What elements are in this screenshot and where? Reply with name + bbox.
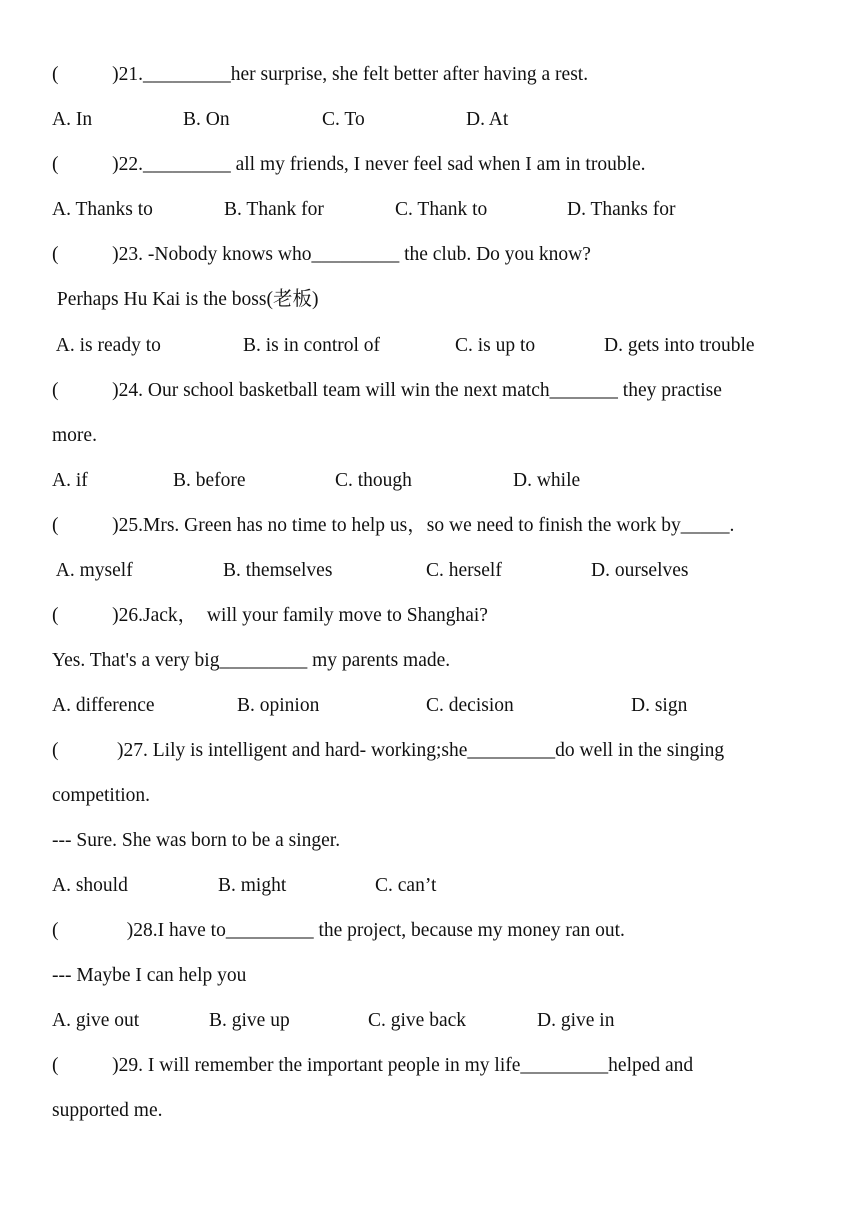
question-23-option-d: D. gets into trouble xyxy=(604,335,755,356)
question-24-option-a: A. if xyxy=(52,470,88,491)
question-21-option-a: A. In xyxy=(52,109,93,130)
question-22-stem: ( )22._________ all my friends, I never feel sad when I am in trouble. xyxy=(52,154,646,175)
question-21-stem: ( )21._________her surprise, she felt better after having a rest. xyxy=(52,64,589,85)
question-26-option-d: D. sign xyxy=(631,695,688,716)
question-27-option-b: B. might xyxy=(218,875,287,896)
question-22-option-a: A. Thanks to xyxy=(52,199,153,220)
question-23-option-c: C. is up to xyxy=(455,335,536,356)
question-23-option-a: A. is ready to xyxy=(52,335,161,356)
question-25-option-a: A. myself xyxy=(52,560,133,581)
question-25-option-d: D. ourselves xyxy=(591,560,689,581)
question-26-option-b: B. opinion xyxy=(237,695,320,716)
question-27-option-a: A. should xyxy=(52,875,128,896)
question-23-reply: Perhaps Hu Kai is the boss(老板) xyxy=(52,289,319,310)
question-27-stem: ( )27. Lily is intelligent and hard- working;she_________do well in the singing xyxy=(52,740,725,761)
question-29-stem: ( )29. I will remember the important people in my life_________helped and xyxy=(52,1055,694,1076)
question-26-reply: Yes. That's a very big_________ my parents made. xyxy=(52,650,451,671)
question-26-option-c: C. decision xyxy=(426,695,514,716)
question-25-option-c: C. herself xyxy=(426,560,502,581)
question-28-option-b: B. give up xyxy=(209,1010,290,1031)
question-25-stem: ( )25.Mrs. Green has no time to help us，so we need to finish the work by_____. xyxy=(52,515,735,536)
question-25-option-b: B. themselves xyxy=(223,560,333,581)
question-24-option-c: C. though xyxy=(335,470,412,491)
question-28-stem: ( )28.I have to_________ the project, because my money ran out. xyxy=(52,920,625,941)
question-27-stem-continued: competition. xyxy=(52,785,151,806)
question-21-option-b: B. On xyxy=(183,109,230,130)
question-24-stem-continued: more. xyxy=(52,425,97,446)
question-22-option-d: D. Thanks for xyxy=(567,199,676,220)
question-26-stem: ( )26.Jack， will your family move to Shanghai? xyxy=(52,605,488,626)
question-24-option-d: D. while xyxy=(513,470,581,491)
question-27-option-c: C. can’t xyxy=(375,875,437,896)
question-29-stem-continued: supported me. xyxy=(52,1100,163,1121)
question-28-reply: --- Maybe I can help you xyxy=(52,965,247,986)
question-28-option-d: D. give in xyxy=(537,1010,615,1031)
question-23-stem: ( )23. -Nobody knows who_________ the club. Do you know? xyxy=(52,244,591,265)
question-26-option-a: A. difference xyxy=(52,695,155,716)
question-23-option-b: B. is in control of xyxy=(243,335,381,356)
question-28-option-a: A. give out xyxy=(52,1010,140,1031)
question-21-option-c: C. To xyxy=(322,109,365,130)
question-21-option-d: D. At xyxy=(466,109,509,130)
question-22-option-c: C. Thank to xyxy=(395,199,488,220)
question-24-option-b: B. before xyxy=(173,470,246,491)
question-24-stem: ( )24. Our school basketball team will win the next match_______ they practise xyxy=(52,380,722,401)
question-27-reply: --- Sure. She was born to be a singer. xyxy=(52,830,341,851)
question-28-option-c: C. give back xyxy=(368,1010,467,1031)
question-22-option-b: B. Thank for xyxy=(224,199,324,220)
